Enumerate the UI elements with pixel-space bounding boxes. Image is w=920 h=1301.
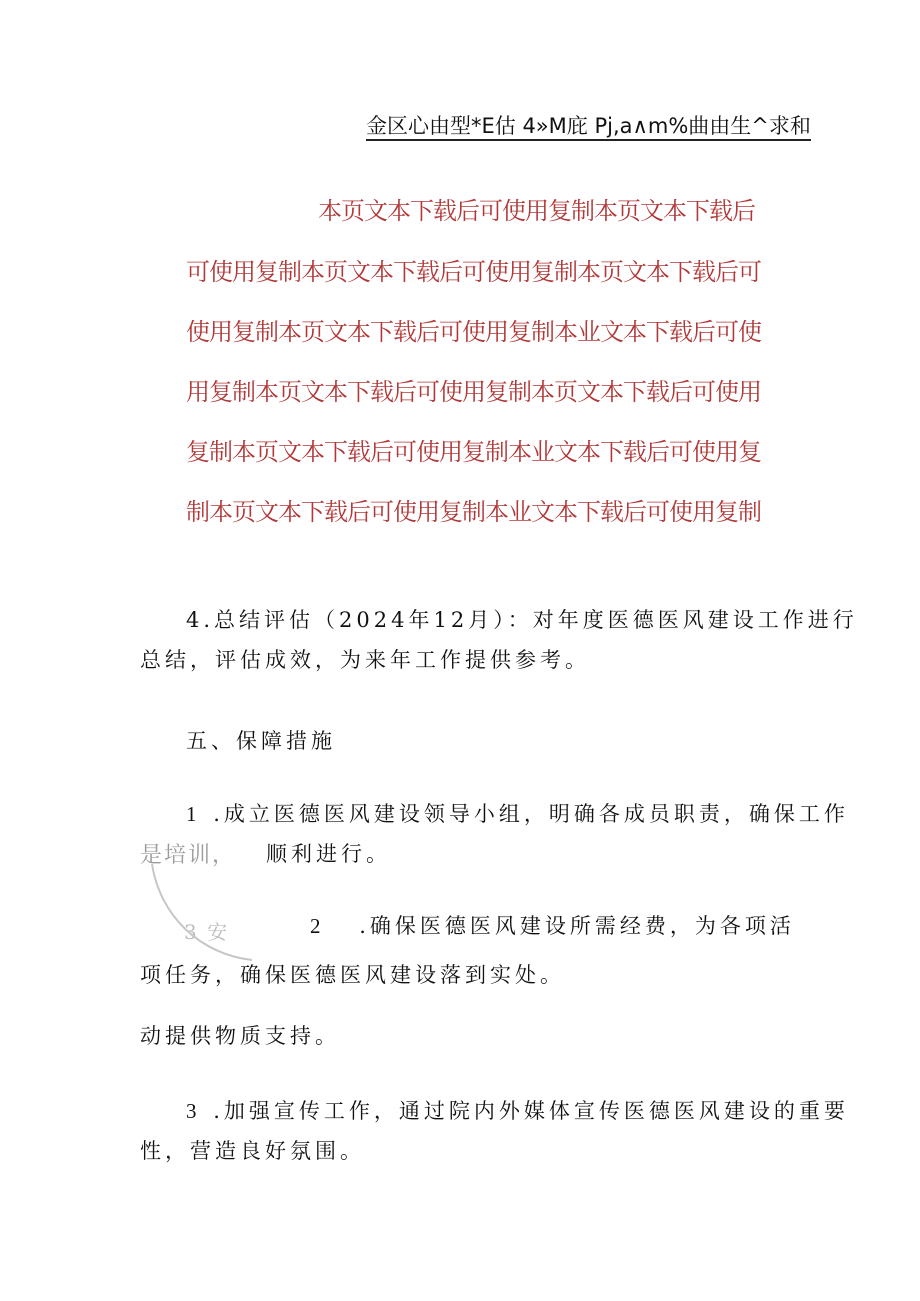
measure3-line1 xyxy=(186,1096,849,1126)
overlap-text: 3 安 xyxy=(184,920,230,944)
watermark-line: 复制本页文本下载后可使用复制本业文本下载后可使用复 xyxy=(186,438,761,466)
overlap-text: 是培训， xyxy=(140,843,237,868)
document-header: 金区心由型*E估 4»M庇 Pj,a∧m%曲由生^求和 xyxy=(366,113,811,141)
measure1-text: .成立医德医风建设领导小组，明确各成员职责，确保工作 xyxy=(213,802,849,826)
measure2-line3: 动提供物质支持。 xyxy=(140,1024,340,1048)
measure3-number: 3 xyxy=(186,1099,197,1123)
watermark-line: 使用复制本页文本下载后可使用复制本业文本下载后可使 xyxy=(186,318,761,346)
measure2-text: .确保医德医风建设所需经费，为各项活 xyxy=(359,914,795,938)
item4-line2: 总结，评估成效，为来年工作提供参考。 xyxy=(140,648,590,672)
measure3-text: .加强宣传工作，通过院内外媒体宣传医德医风建设的重要 xyxy=(213,1099,849,1123)
item4-line1: 4.总结评估（2024年12月）：对年度医德医风建设工作进行 xyxy=(186,608,858,632)
watermark-line: 可使用复制本页文本下载后可使用复制本页文本下载后可 xyxy=(186,258,761,286)
measure1-number: 1 xyxy=(186,802,197,826)
section-title: 五、保障措施 xyxy=(186,729,336,753)
watermark-line: 本页文本下载后可使用复制本页文本下载后 xyxy=(318,197,755,225)
measure2-line2: 项任务，确保医德医风建设落到实处。 xyxy=(140,963,565,987)
measure3-line2: 性，营造良好氛围。 xyxy=(140,1139,365,1163)
measure2-number: 2 xyxy=(310,914,321,938)
page-curl-mark xyxy=(140,836,260,966)
watermark-line: 制本页文本下载后可使用复制本业文本下载后可使用复制 xyxy=(186,498,761,526)
measure1-line2: 顺利进行。 xyxy=(266,842,391,866)
overlap-fragment xyxy=(140,836,260,966)
measure1-line1 xyxy=(186,799,849,829)
measure2-line1 xyxy=(310,911,795,941)
watermark-line: 用复制本页文本下载后可使用复制本页文本下载后可使用 xyxy=(186,378,761,406)
